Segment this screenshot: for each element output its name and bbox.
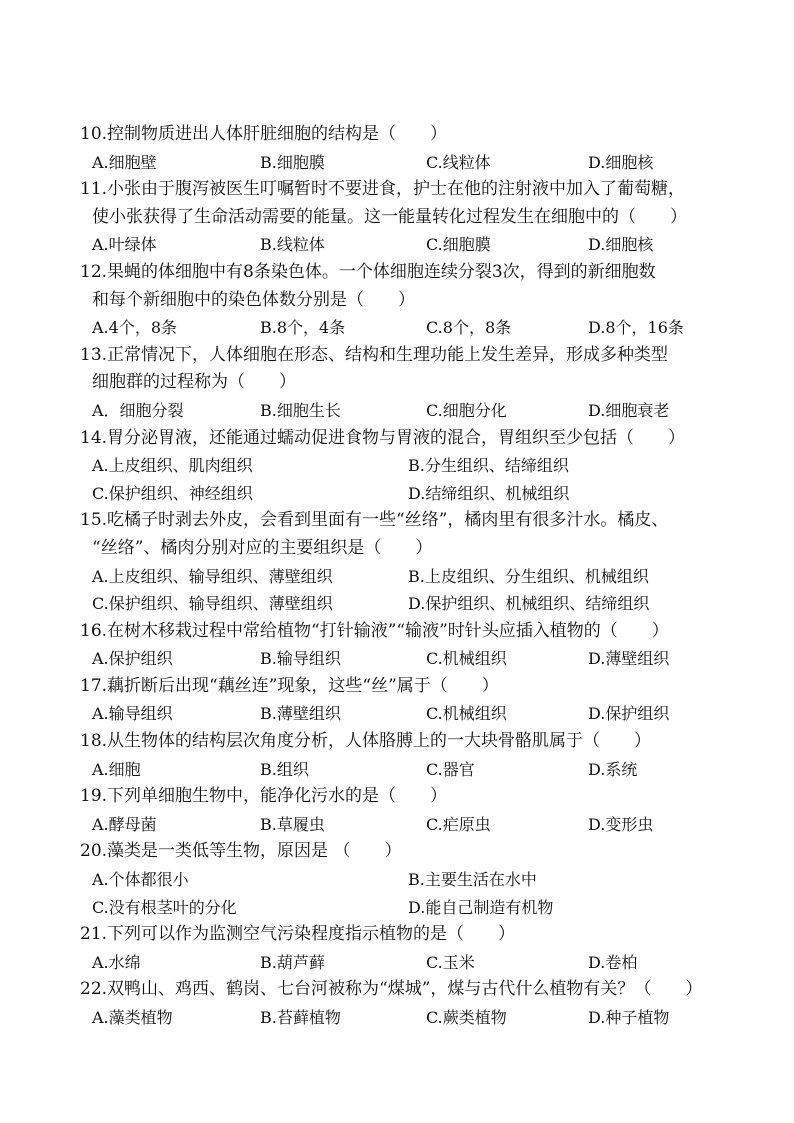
- answer-option: C.器官: [426, 759, 475, 779]
- answer-option: A.细胞壁: [92, 152, 157, 172]
- answer-option: C.8个，8条: [426, 318, 512, 338]
- answer-option: B.线粒体: [260, 235, 325, 255]
- question-stem: 13.正常情况下，人体细胞在形态、结构和生理功能上发生差异，形成多种类型: [80, 344, 669, 365]
- question-stem-continued: 和每个新细胞中的染色体数分别是（ ）: [92, 289, 415, 310]
- question-stem: 18.从生物体的结构层次角度分析，人体胳膊上的一大块骨骼肌属于（ ）: [80, 731, 652, 752]
- answer-option: D.保护组织: [588, 704, 670, 724]
- options-row: [80, 645, 730, 673]
- answer-option: B.薄壁组织: [260, 704, 341, 724]
- question-item: [80, 176, 730, 259]
- answer-option: B.细胞生长: [260, 400, 341, 420]
- answer-option: A.输导组织: [92, 704, 173, 724]
- answer-option: C.线粒体: [426, 152, 491, 172]
- question-item: [80, 728, 730, 783]
- answer-option: B.分生组织、结缔组织: [408, 456, 569, 476]
- answer-option: C.机械组织: [426, 704, 507, 724]
- question-stem: 14.胃分泌胃液，还能通过蠕动促进食物与胃液的混合，胃组织至少包括（ ）: [80, 427, 686, 448]
- question-stem: 15.吃橘子时剥去外皮，会看到里面有一些“丝络”，橘肉里有很多汁水。橘皮、: [80, 510, 669, 531]
- answer-option: D.8个，16条: [588, 318, 684, 338]
- answer-option: B.组织: [260, 759, 309, 779]
- answer-option: B.输导组织: [260, 649, 341, 669]
- answer-option: C.细胞膜: [426, 235, 491, 255]
- question-item: [80, 838, 730, 921]
- answer-option: D.细胞衰老: [588, 400, 670, 420]
- answer-option: C.机械组织: [426, 649, 507, 669]
- answer-option: B.细胞膜: [260, 152, 325, 172]
- answer-option: B.草履虫: [260, 814, 325, 834]
- question-stem-continued: 使小张获得了生命活动需要的能量。这一能量转化过程发生在细胞中的（ ）: [92, 206, 687, 227]
- answer-option: A.酵母菌: [92, 814, 157, 834]
- options-row: [80, 700, 730, 728]
- answer-option: D.保护组织、机械组织、结缔组织: [408, 594, 650, 614]
- answer-option: A.保护组织: [92, 649, 173, 669]
- options-row: [80, 563, 730, 591]
- options-row: [80, 949, 730, 977]
- answer-option: B.葫芦藓: [260, 952, 325, 972]
- answer-option: A.细胞: [92, 759, 141, 779]
- answer-option: C.细胞分化: [426, 400, 507, 420]
- answer-option: D.细胞核: [588, 235, 654, 255]
- question-item: [80, 342, 730, 425]
- options-row: [80, 452, 730, 480]
- answer-option: C.保护组织、输导组织、薄壁组织: [92, 594, 333, 614]
- options-row: [80, 397, 730, 425]
- question-item: [80, 121, 730, 176]
- answer-option: A.4个，8条: [92, 318, 178, 338]
- question-item: [80, 673, 730, 728]
- options-row: [80, 590, 730, 618]
- options-row: [80, 1004, 730, 1032]
- question-stem: 21.下列可以作为监测空气污染程度指示植物的是（ ）: [80, 924, 516, 945]
- answer-option: D.卷柏: [588, 952, 638, 972]
- question-stem-continued: 细胞群的过程称为（ ）: [92, 372, 296, 393]
- options-row: [80, 480, 730, 508]
- answer-option: C.没有根茎叶的分化: [92, 897, 237, 917]
- answer-option: A.个体都很小: [92, 870, 189, 890]
- question-stem: 20.藻类是一类低等生物，原因是 （ ）: [80, 841, 402, 862]
- answer-option: B.8个，4条: [260, 318, 346, 338]
- question-stem: 22.双鸭山、鸡西、鹤岗、七台河被称为“煤城”，煤与古代什么植物有关？（ ）: [80, 979, 703, 1000]
- question-stem: 10.控制物质进出人体肝脏细胞的结构是（ ）: [80, 124, 448, 144]
- question-stem: 17.藕折断后出现“藕丝连”现象，这些“丝”属于（ ）: [80, 675, 499, 696]
- answer-option: C.蕨类植物: [426, 1008, 507, 1027]
- question-stem-continued: “丝络”、橘肉分别对应的主要组织是（ ）: [92, 537, 433, 558]
- answer-option: B.主要生活在水中: [408, 870, 537, 890]
- question-item: [80, 507, 730, 617]
- answer-option: A.上皮组织、输导组织、薄壁组织: [92, 566, 333, 586]
- answer-option: D.变形虫: [588, 814, 654, 834]
- options-row: [80, 866, 730, 894]
- options-row: [80, 149, 730, 177]
- question-item: [80, 425, 730, 508]
- options-row: [80, 231, 730, 259]
- answer-option: D.细胞核: [588, 152, 654, 172]
- answer-option: A.藻类植物: [92, 1008, 173, 1027]
- question-item: [80, 976, 730, 1031]
- answer-option: C.疟原虫: [426, 814, 491, 834]
- question-stem: 16.在树木移栽过程中常给植物“打针输液”“输液”时针头应插入植物的（ ）: [80, 620, 669, 641]
- question-stem: 11.小张由于腹泻被医生叮嘱暂时不要进食，护士在他的注射液中加入了葡萄糖，: [80, 179, 686, 200]
- answer-option: A．细胞分裂: [92, 400, 184, 420]
- question-stem: 19.下列单细胞生物中，能净化污水的是（ ）: [80, 786, 448, 807]
- question-item: [80, 783, 730, 838]
- answer-option: D.薄壁组织: [588, 649, 670, 669]
- options-row: [80, 894, 730, 922]
- answer-option: B.苔藓植物: [260, 1008, 341, 1027]
- options-row: [80, 314, 730, 342]
- question-item: [80, 259, 730, 342]
- answer-option: D.种子植物: [588, 1008, 670, 1027]
- answer-option: A.上皮组织、肌肉组织: [92, 456, 253, 476]
- answer-option: B.上皮组织、分生组织、机械组织: [408, 566, 649, 586]
- options-row: [80, 811, 730, 839]
- question-stem: 12.果蝇的体细胞中有8条染色体。一个体细胞连续分裂3次，得到的新细胞数: [80, 261, 656, 282]
- answer-option: D.能自己制造有机物: [408, 897, 554, 917]
- answer-option: C.保护组织、神经组织: [92, 483, 253, 503]
- question-list: [80, 121, 730, 1032]
- question-item: [80, 618, 730, 673]
- question-item: [80, 921, 730, 976]
- answer-option: C.玉米: [426, 952, 475, 972]
- answer-option: A.叶绿体: [92, 235, 157, 255]
- answer-option: D.结缔组织、机械组织: [408, 483, 570, 503]
- options-row: [80, 756, 730, 784]
- answer-option: A.水绵: [92, 952, 141, 972]
- answer-option: D.系统: [588, 759, 638, 779]
